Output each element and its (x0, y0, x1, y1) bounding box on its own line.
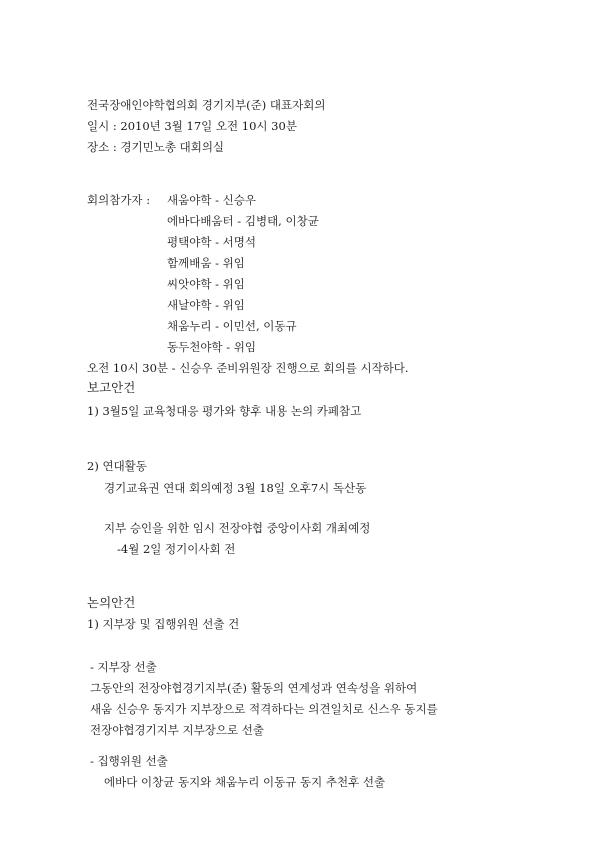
discussion-sub-text: 에바다 이창균 동지와 채움누리 이동규 동지 추천후 선출 (104, 775, 386, 789)
opening-statement: 오전 10시 30분 - 신승우 준비위원장 진행으로 회의를 시작하다. (87, 361, 409, 375)
attendee-item: 동두천야학 - 위임 (167, 340, 256, 354)
meeting-datetime: 일시 : 2010년 3월 17일 오전 10시 30분 (87, 119, 297, 133)
discussion-sub-title: - 집행위원 선출 (90, 754, 168, 768)
attendee-item: 평택야학 - 서명석 (167, 235, 256, 249)
attendee-item: 새움야학 - 신승우 (167, 193, 256, 207)
report-item-2-detail: 지부 승인을 위한 임시 전장야협 중앙이사회 개최예정 (104, 521, 371, 535)
discussion-sub-text: 그동안의 전장야협경기지부(준) 활동의 연계성과 연속성을 위하여 (90, 681, 418, 695)
attendee-item: 함께배움 - 위임 (167, 256, 245, 270)
attendee-item: 채움누리 - 이민선, 이동규 (167, 319, 297, 333)
discussion-sub-title: - 지부장 선출 (90, 660, 157, 674)
discussion-item-1: 1) 지부장 및 집행위원 선출 건 (87, 617, 240, 631)
meeting-place: 장소 : 경기민노총 대회의실 (87, 140, 225, 154)
report-item-2: 2) 연대활동 (87, 459, 147, 473)
report-heading: 보고안건 (87, 380, 136, 395)
attendee-item: 에바다배움터 - 김병태, 이창균 (167, 214, 319, 228)
discussion-sub-text: 전장야협경기지부 지부장으로 선출 (90, 723, 264, 737)
attendee-item: 씨앗야학 - 위임 (167, 277, 245, 291)
discussion-heading: 논의안건 (87, 595, 136, 610)
attendees-label: 회의참가자 : (87, 193, 151, 207)
discussion-sub-text: 새움 신승우 동지가 지부장으로 적격하다는 의견일치로 신스우 동지를 (90, 702, 438, 716)
report-item-2-detail: -4월 2일 정기이사회 전 (117, 542, 236, 556)
report-item-2-detail: 경기교육권 연대 회의예정 3월 18일 오후7시 독산동 (104, 481, 367, 495)
attendee-item: 새날야학 - 위임 (167, 298, 245, 312)
meeting-title: 전국장애인야학협의회 경기지부(준) 대표자회의 (87, 98, 326, 112)
report-item-1: 1) 3월5일 교육청대응 평가와 향후 내용 논의 카페참고 (87, 404, 362, 418)
